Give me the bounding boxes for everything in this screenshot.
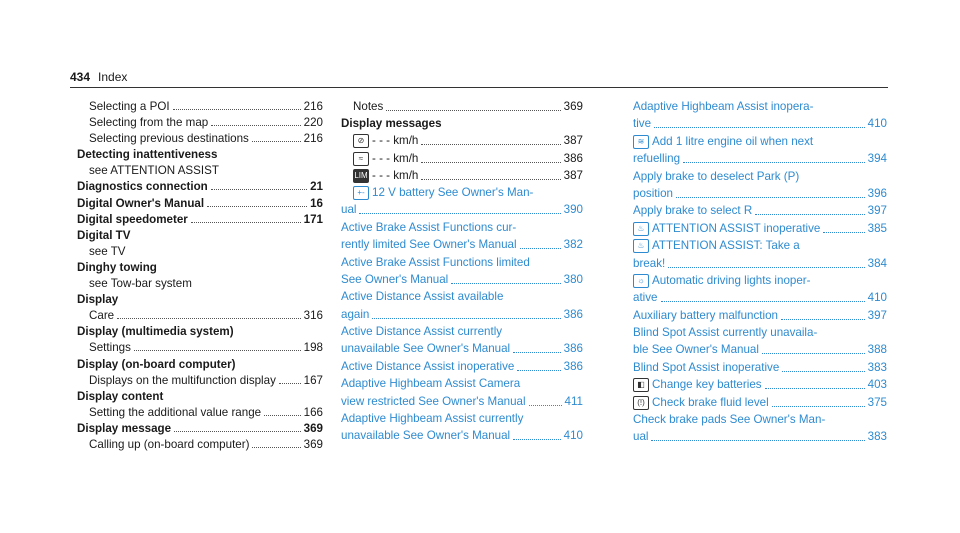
entry-text: Check brake pads See Owner's Man- (633, 413, 826, 427)
index-entry[interactable] (633, 361, 887, 375)
distronic-icon: ≈ (353, 152, 369, 166)
entry-text: Adaptive Highbeam Assist inopera- (633, 100, 814, 113)
entry-text: see ATTENTION ASSIST (89, 164, 219, 178)
page-ref: 387 (563, 134, 583, 148)
dot-leader (372, 318, 560, 319)
entry-text: - - - km/h (372, 134, 419, 148)
dot-leader (207, 206, 307, 207)
dot-leader (174, 431, 301, 432)
page-ref: 383 (867, 430, 887, 444)
index-entry (77, 406, 323, 419)
entry-text: Display (77, 293, 119, 307)
dot-leader (117, 318, 301, 319)
page-ref: 380 (563, 272, 583, 286)
lim-icon: LIM (353, 169, 369, 183)
entry-text: view restricted See Owner's Manual (341, 394, 526, 408)
speed-limit-icon: ⊘ (353, 134, 369, 148)
page-ref: 369 (563, 100, 583, 113)
index-heading (77, 213, 323, 226)
entry-text: Adaptive Highbeam Assist currently (341, 412, 524, 426)
header-divider (70, 87, 888, 88)
dot-leader (782, 371, 864, 372)
entry-text: Selecting previous destinations (89, 132, 249, 146)
dot-leader (421, 162, 560, 163)
index-entry[interactable] (633, 343, 887, 357)
page-ref: 390 (563, 203, 583, 217)
index-entry[interactable] (341, 186, 583, 200)
entry-text: ual (633, 430, 649, 444)
entry-text: Blind Spot Assist currently unavaila- (633, 326, 818, 340)
index-entry[interactable] (633, 274, 887, 288)
entry-text: unavailable See Owner's Manual (341, 342, 511, 356)
coffee-cup-icon: ♨ (633, 222, 649, 236)
entry-text: Blind Spot Assist inoperative (633, 360, 780, 374)
entry-text: Calling up (on-board computer) (89, 437, 250, 451)
index-entry[interactable] (633, 257, 887, 271)
entry-text: ative (633, 291, 658, 305)
index-entry[interactable] (633, 204, 887, 218)
entry-text: Adaptive Highbeam Assist Camera (341, 377, 521, 391)
entry-text: Diagnostics connection (77, 180, 208, 194)
dot-leader (781, 319, 865, 320)
entry-text: - - - km/h (372, 168, 419, 182)
entry-text: Display (on-board computer) (77, 357, 236, 371)
dot-leader (173, 109, 301, 110)
dot-leader (520, 248, 561, 249)
dot-leader (517, 370, 560, 371)
entry-text: Active Brake Assist Functions limited (341, 255, 530, 269)
index-entry (77, 341, 323, 354)
page-ref: 396 (867, 186, 887, 200)
index-entry[interactable] (633, 430, 887, 444)
dot-leader (191, 222, 301, 223)
entry-text: Digital TV (77, 228, 131, 242)
index-column-2 (341, 100, 583, 447)
index-entry[interactable] (341, 360, 583, 374)
dot-leader (762, 353, 865, 354)
index-entry[interactable] (633, 117, 887, 131)
page-ref: 403 (867, 378, 887, 392)
dot-leader (651, 440, 864, 441)
key-battery-icon: ◧ (633, 378, 649, 392)
page-ref: 411 (564, 394, 583, 408)
index-heading (77, 148, 323, 161)
page-ref: 375 (867, 395, 887, 409)
dot-leader (676, 197, 865, 198)
page-ref: 386 (563, 359, 583, 373)
dot-leader (359, 213, 560, 214)
entry-text: see Tow-bar system (89, 277, 192, 291)
entry-text: unavailable See Owner's Manual (341, 429, 511, 443)
page-ref: 383 (867, 360, 887, 374)
index-entry (341, 169, 583, 183)
page-ref: 384 (867, 256, 887, 270)
dot-leader (211, 189, 307, 190)
entry-text: position (633, 186, 673, 200)
index-entry[interactable] (633, 239, 887, 253)
dot-leader (755, 214, 864, 215)
entry-text: See Owner's Manual (341, 272, 449, 286)
entry-text: 12 V battery See Owner's Man- (372, 185, 534, 199)
index-entry[interactable] (341, 342, 583, 356)
entry-text: Active Distance Assist available (341, 290, 504, 304)
dot-leader (421, 144, 560, 145)
section-title: Index (98, 70, 128, 84)
entry-text: Care (89, 309, 115, 323)
entry-text: Setting the additional value range (89, 405, 262, 419)
dot-leader (421, 179, 560, 180)
page-ref: 397 (867, 308, 887, 322)
index-entry[interactable] (633, 396, 887, 410)
entry-text: Apply brake to deselect Park (P) (633, 169, 800, 183)
index-heading (77, 390, 323, 403)
light-icon: ☼ (633, 274, 649, 288)
page-ref: 410 (867, 117, 887, 131)
dot-leader (279, 383, 301, 384)
entry-text: again (341, 307, 370, 321)
index-heading (77, 325, 323, 338)
page-ref: 369 (303, 421, 323, 435)
dot-leader (765, 388, 865, 389)
page-ref: 166 (303, 405, 323, 419)
page-ref: 220 (303, 116, 323, 130)
page-ref: 386 (563, 307, 583, 321)
entry-text: Digital Owner's Manual (77, 196, 205, 210)
entry-text: Apply brake to select R (633, 204, 753, 218)
dot-leader (823, 232, 864, 233)
index-entry[interactable] (633, 222, 887, 236)
index-entry[interactable] (341, 429, 583, 443)
index-entry[interactable] (341, 395, 583, 409)
page-ref: 382 (563, 238, 583, 252)
index-column-3 (633, 100, 887, 448)
index-entry[interactable] (341, 308, 583, 322)
entry-text: Active Distance Assist currently (341, 325, 503, 339)
index-heading (77, 229, 323, 242)
dot-leader (683, 162, 865, 163)
page-ref: 316 (303, 309, 323, 323)
dot-leader (386, 110, 560, 111)
entry-text: ATTENTION ASSIST inoperative (652, 221, 821, 235)
index-entry[interactable] (341, 273, 583, 287)
entry-text: Auxiliary battery malfunction (633, 308, 778, 322)
index-entry[interactable] (633, 187, 887, 201)
dot-leader (451, 283, 560, 284)
index-entry[interactable] (341, 377, 583, 391)
index-heading (77, 358, 323, 371)
page-ref: 171 (303, 212, 323, 226)
entry-text: tive (633, 117, 652, 131)
page-ref: 216 (303, 132, 323, 146)
index-entry (77, 164, 323, 177)
index-entry (341, 100, 583, 114)
page-number: 434 (70, 70, 91, 84)
entry-text: Selecting from the map (89, 116, 209, 130)
page-ref: 369 (303, 437, 323, 451)
index-entry (77, 245, 323, 258)
index-entry[interactable] (633, 378, 887, 392)
entry-text: Selecting a POI (89, 100, 170, 113)
dot-leader (661, 301, 865, 302)
brake-warning-icon: (!) (633, 396, 649, 410)
entry-text: Dinghy towing (77, 260, 157, 274)
entry-text: Automatic driving lights inoper- (652, 273, 811, 287)
battery-icon: +- (353, 186, 369, 200)
page-ref: 216 (303, 100, 323, 113)
entry-text: ble See Owner's Manual (633, 343, 759, 357)
page-header (70, 70, 127, 84)
page-ref: 394 (867, 152, 887, 166)
index-entry[interactable] (341, 290, 583, 304)
entry-text: Detecting inattentiveness (77, 148, 218, 162)
index-column-1 (77, 100, 323, 454)
index-entry[interactable] (633, 135, 887, 149)
page-ref: 198 (303, 341, 323, 355)
page-ref: 21 (310, 180, 323, 194)
index-entry (77, 277, 323, 290)
index-entry (77, 116, 323, 129)
index-entry (77, 374, 323, 387)
index-entry[interactable] (341, 221, 583, 235)
dot-leader (134, 350, 301, 351)
index-entry (77, 132, 323, 145)
page-ref: 386 (563, 151, 583, 165)
dot-leader (513, 352, 561, 353)
entry-text: break! (633, 256, 666, 270)
page-ref: 16 (310, 196, 323, 210)
page-ref: 410 (867, 291, 887, 305)
page-ref: 410 (563, 429, 583, 443)
index-entry[interactable] (341, 325, 583, 339)
entry-text: rently limited See Owner's Manual (341, 238, 517, 252)
dot-leader (654, 127, 865, 128)
dot-leader (529, 405, 562, 406)
entry-text: Active Distance Assist inoperative (341, 359, 515, 373)
index-heading (77, 180, 323, 193)
index-entry (77, 309, 323, 322)
entry-text: Display (multimedia system) (77, 325, 234, 339)
entry-text: Display content (77, 389, 164, 403)
index-entry[interactable] (633, 291, 887, 305)
index-heading (77, 422, 323, 435)
page-ref: 397 (867, 204, 887, 218)
index-entry (341, 152, 583, 166)
index-entry[interactable] (633, 152, 887, 166)
index-entry[interactable] (633, 100, 887, 114)
index-entry[interactable] (633, 309, 887, 323)
dot-leader (513, 439, 561, 440)
page-ref: 386 (563, 342, 583, 356)
entry-text: ATTENTION ASSIST: Take a (652, 239, 800, 253)
entry-text: Settings (89, 341, 131, 355)
index-entry[interactable] (633, 413, 887, 427)
dot-leader (252, 141, 301, 142)
entry-text: ual (341, 203, 357, 217)
entry-text: Display message (77, 421, 172, 435)
coffee-cup-icon: ♨ (633, 239, 649, 253)
index-entry (341, 134, 583, 148)
index-entry[interactable] (341, 203, 583, 217)
oil-can-icon: ≋ (633, 135, 649, 149)
page-ref: 167 (303, 373, 323, 387)
entry-text: refuelling (633, 152, 681, 166)
index-heading (341, 117, 583, 131)
entry-text: Digital speedometer (77, 212, 188, 226)
dot-leader (211, 125, 300, 126)
dot-leader (264, 415, 301, 416)
entry-text: Displays on the multifunction display (89, 373, 276, 387)
entry-text: Active Brake Assist Functions cur- (341, 220, 517, 234)
dot-leader (668, 267, 864, 268)
index-entry[interactable] (341, 256, 583, 270)
page-ref: 388 (867, 343, 887, 357)
index-entry[interactable] (633, 170, 887, 184)
entry-text: - - - km/h (372, 151, 419, 165)
index-entry (77, 438, 323, 451)
dot-leader (772, 406, 865, 407)
entry-text: Check brake fluid level (652, 395, 769, 409)
index-entry[interactable] (341, 238, 583, 252)
page-ref: 387 (563, 168, 583, 182)
index-entry[interactable] (341, 412, 583, 426)
entry-text: Notes (353, 100, 384, 113)
index-entry (77, 100, 323, 113)
entry-text: Add 1 litre engine oil when next (652, 134, 814, 148)
index-entry[interactable] (633, 326, 887, 340)
page-ref: 385 (867, 221, 887, 235)
index-heading (77, 261, 323, 274)
entry-text: Change key batteries (652, 378, 762, 392)
index-heading (77, 197, 323, 210)
entry-text: see TV (89, 244, 126, 258)
entry-text: Display messages (341, 117, 442, 131)
dot-leader (252, 447, 300, 448)
index-heading (77, 293, 323, 306)
